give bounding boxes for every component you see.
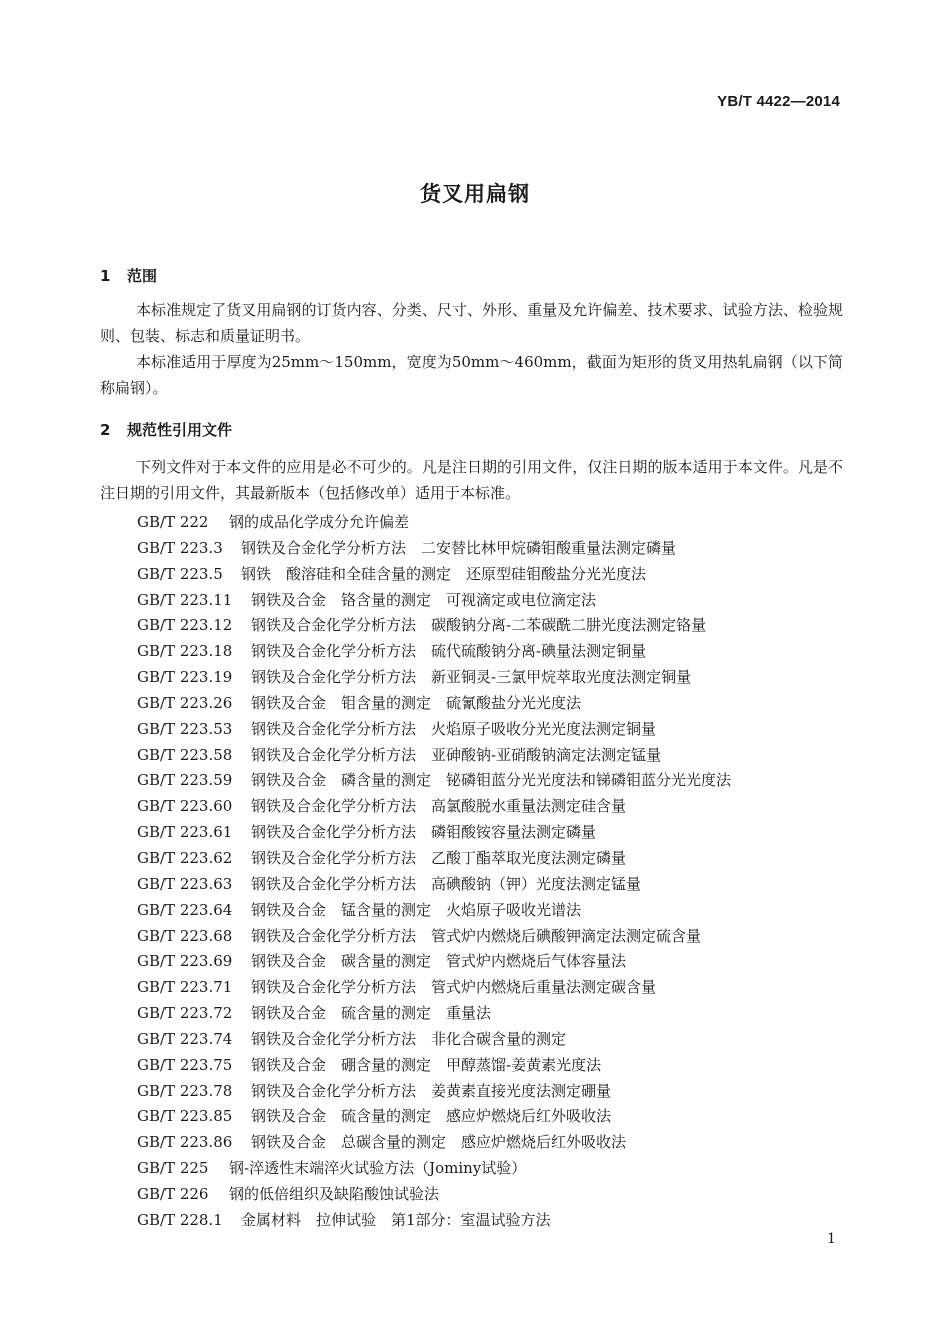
reference-item (137, 717, 731, 743)
reference-code: GB/T 223.58 (137, 745, 233, 764)
reference-item (137, 562, 731, 588)
reference-item (137, 820, 731, 846)
reference-title: 钢铁及合金化学分析方法 非化合碳含量的测定 (251, 1029, 567, 1048)
reference-item (137, 743, 731, 769)
page-number: 1 (827, 1231, 836, 1247)
section-heading-scope (100, 265, 157, 286)
reference-item (137, 691, 731, 717)
reference-item (137, 613, 731, 639)
reference-item (137, 1156, 731, 1182)
reference-item (137, 510, 731, 536)
reference-code: GB/T 223.60 (137, 797, 233, 816)
reference-code: GB/T 223.5 (137, 564, 223, 583)
reference-item (137, 1104, 731, 1130)
reference-code: GB/T 223.12 (137, 616, 233, 635)
reference-list (137, 510, 731, 1234)
reference-code: GB/T 223.53 (137, 719, 233, 738)
reference-code: GB/T 228.1 (137, 1210, 223, 1229)
standard-code: YB/T 4422—2014 (717, 93, 840, 110)
reference-title: 钢铁及合金化学分析方法 磷钼酸铵容量法测定磷量 (251, 823, 597, 842)
reference-item (137, 924, 731, 950)
reference-item (137, 949, 731, 975)
reference-code: GB/T 222 (137, 513, 209, 531)
reference-item (137, 1130, 731, 1156)
reference-code: GB/T 223.75 (137, 1055, 233, 1074)
reference-title: 钢铁及合金化学分析方法 碳酸钠分离-二苯碳酰二肼光度法测定铬量 (251, 616, 707, 635)
reference-item (137, 872, 731, 898)
reference-code: GB/T 223.3 (137, 538, 223, 557)
reference-code: GB/T 223.11 (137, 590, 233, 609)
reference-title: 钢的低倍组织及缺陷酸蚀试验法 (229, 1184, 440, 1203)
reference-item (137, 665, 731, 691)
reference-title: 钢的成品化学成分允许偏差 (229, 513, 410, 531)
reference-code: GB/T 223.74 (137, 1029, 233, 1048)
reference-item (137, 1027, 731, 1053)
reference-item (137, 1001, 731, 1027)
reference-item (137, 898, 731, 924)
reference-title: 钢铁及合金化学分析方法 乙酸丁酯萃取光度法测定磷量 (251, 848, 627, 867)
reference-item (137, 588, 731, 614)
reference-title: 钢铁及合金 硼含量的测定 甲醇蒸馏-姜黄素光度法 (251, 1055, 602, 1074)
reference-item (137, 794, 731, 820)
reference-title: 钢铁及合金化学分析方法 高氯酸脱水重量法测定硅含量 (251, 797, 627, 816)
reference-code: GB/T 223.61 (137, 823, 233, 842)
section-heading-normative-references (100, 419, 232, 440)
reference-title: 钢铁及合金化学分析方法 新亚铜灵-三氯甲烷萃取光度法测定铜量 (251, 668, 692, 687)
reference-code: GB/T 223.68 (137, 926, 233, 945)
reference-item (137, 1182, 731, 1208)
reference-code: GB/T 223.26 (137, 693, 233, 712)
reference-code: GB/T 223.85 (137, 1107, 233, 1126)
reference-code: GB/T 226 (137, 1184, 209, 1203)
reference-code: GB/T 223.78 (137, 1081, 233, 1100)
section-number: 2 (100, 421, 111, 439)
reference-title: 钢铁及合金 总碳含量的测定 感应炉燃烧后红外吸收法 (251, 1133, 627, 1152)
section-title: 范围 (127, 267, 158, 285)
reference-code: GB/T 223.62 (137, 848, 233, 867)
reference-title: 钢铁 酸溶硅和全硅含量的测定 还原型硅钼酸盐分光光度法 (241, 564, 647, 583)
reference-title: 钢铁及合金化学分析方法 高碘酸钠（钾）光度法测定锰量 (251, 874, 642, 893)
references-intro: 下列文件对于本文件的应用是必不可少的。凡是注日期的引用文件，仅注日期的版本适用于本文件。凡是不注日期的引用文件，其最新版本（包括修改单）适用于本标准。 (100, 458, 843, 502)
reference-title: 钢铁及合金化学分析方法 硫代硫酸钠分离-碘量法测定铜量 (251, 642, 647, 661)
reference-item (137, 1079, 731, 1105)
reference-item (137, 768, 731, 794)
reference-title: 金属材料 拉伸试验 第1部分：室温试验方法 (241, 1210, 551, 1229)
reference-title: 钢铁及合金 钼含量的测定 硫氰酸盐分光光度法 (251, 693, 582, 712)
reference-title: 钢铁及合金 硫含量的测定 感应炉燃烧后红外吸收法 (251, 1107, 612, 1126)
reference-code: GB/T 225 (137, 1159, 209, 1178)
reference-code: GB/T 223.19 (137, 668, 233, 687)
reference-item (137, 1208, 731, 1234)
reference-title: 钢铁及合金 磷含量的测定 铋磷钼蓝分光光度法和锑磷钼蓝分光光度法 (251, 771, 732, 790)
reference-code: GB/T 223.71 (137, 978, 233, 997)
reference-code: GB/T 223.18 (137, 642, 233, 661)
reference-title: 钢铁及合金化学分析方法 姜黄素直接光度法测定硼量 (251, 1081, 612, 1100)
reference-code: GB/T 223.86 (137, 1133, 233, 1152)
reference-item (137, 536, 731, 562)
reference-item (137, 975, 731, 1001)
reference-code: GB/T 223.63 (137, 874, 233, 893)
reference-title: 钢铁及合金化学分析方法 管式炉内燃烧后碘酸钾滴定法测定硫含量 (251, 926, 702, 945)
scope-paragraph-2: 本标准适用于厚度为25mm～150mm，宽度为50mm～460mm，截面为矩形的货叉用热轧扁钢（以下简称扁钢）。 (100, 353, 843, 397)
reference-item (137, 1053, 731, 1079)
reference-code: GB/T 223.64 (137, 900, 233, 919)
reference-item (137, 639, 731, 665)
reference-title: 钢铁及合金 锰含量的测定 火焰原子吸收光谱法 (251, 900, 582, 919)
reference-title: 钢铁及合金 硫含量的测定 重量法 (251, 1004, 492, 1023)
reference-title: 钢铁及合金化学分析方法 管式炉内燃烧后重量法测定碳含量 (251, 978, 657, 997)
reference-title: 钢-淬透性末端淬火试验方法（Jominy试验） (229, 1159, 527, 1178)
reference-code: GB/T 223.59 (137, 771, 233, 790)
reference-code: GB/T 223.72 (137, 1004, 233, 1023)
section-title: 规范性引用文件 (127, 421, 233, 439)
reference-title: 钢铁及合金化学分析方法 火焰原子吸收分光光度法测定铜量 (251, 719, 657, 738)
reference-title: 钢铁及合金 碳含量的测定 管式炉内燃烧后气体容量法 (251, 952, 627, 971)
reference-code: GB/T 223.69 (137, 952, 233, 971)
section-number: 1 (100, 267, 111, 285)
document-title: 货叉用扁钢 (420, 182, 530, 206)
scope-paragraph-1: 本标准规定了货叉用扁钢的订货内容、分类、尺寸、外形、重量及允许偏差、技术要求、试验方法、检验规则、包装、标志和质量证明书。 (100, 301, 843, 345)
reference-item (137, 846, 731, 872)
reference-title: 钢铁及合金化学分析方法 亚砷酸钠-亚硝酸钠滴定法测定锰量 (251, 745, 662, 764)
reference-title: 钢铁及合金 铬含量的测定 可视滴定或电位滴定法 (251, 590, 597, 609)
reference-title: 钢铁及合金化学分析方法 二安替比林甲烷磷钼酸重量法测定磷量 (241, 538, 677, 557)
